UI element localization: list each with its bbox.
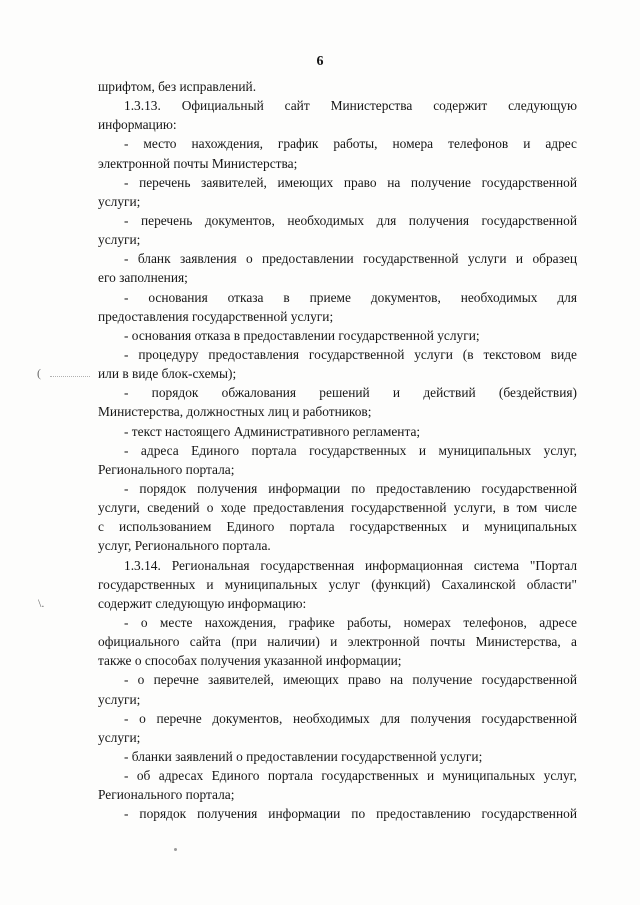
list-item: - основания отказа в приеме документов, необходимых для	[124, 289, 577, 305]
text-line: его заполнения;	[98, 270, 188, 286]
list-item: - место нахождения, график работы, номера телефонов и адрес	[124, 136, 577, 152]
text-line: государственных и муниципальных услуг (функций) Сахалинской области"	[98, 576, 577, 592]
text-line: услуги;	[98, 729, 141, 745]
text-line: Регионального портала;	[98, 461, 235, 477]
list-item: - перечень документов, необходимых для получения государственной	[124, 212, 577, 228]
text-line: услуги;	[98, 193, 141, 209]
list-item: - порядок получения информации по предоставлению государственной	[124, 806, 577, 822]
scan-artifact	[50, 376, 90, 378]
document-body	[98, 77, 577, 823]
text-line: электронной почты Министерства;	[98, 155, 298, 171]
text-line: услуги;	[98, 232, 141, 248]
list-item: - бланк заявления о предоставлении государственной услуги и образец	[124, 251, 577, 267]
list-item: - об адресах Единого портала государственных и муниципальных услуг,	[124, 768, 577, 784]
text-line: предоставления государственной услуги;	[98, 308, 334, 324]
list-item: - перечень заявителей, имеющих право на получение государственной	[124, 174, 577, 190]
list-item: - о месте нахождения, графике работы, номерах телефонов, адресе	[124, 614, 577, 630]
text-line: услуги, сведений о ходе предоставления государственной услуги, в том числе	[98, 500, 577, 516]
text-line: услуг, Регионального портала.	[98, 538, 271, 554]
list-item: - о перечне заявителей, имеющих право на получение государственной	[124, 672, 577, 688]
text-line: информацию:	[98, 117, 177, 133]
list-item: - адреса Единого портала государственных и муниципальных услуг,	[124, 442, 577, 458]
margin-mark: (	[37, 366, 41, 380]
list-item: - процедуру предоставления государственной услуги (в текстовом виде	[124, 346, 577, 362]
list-item: - основания отказа в предоставлении государственной услуги;	[124, 327, 480, 343]
section-heading-1-3-14: 1.3.14. Региональная государственная информационная система "Портал	[124, 557, 577, 573]
text-line: Регионального портала;	[98, 787, 235, 803]
text-line: также о способах получения указанной информации;	[98, 653, 402, 669]
text-line: содержит следующую информацию:	[98, 595, 307, 611]
text-line: Министерства, должностных лиц и работников;	[98, 404, 372, 420]
text-line: официального сайта (при наличии) и электронной почты Министерства, а	[98, 634, 577, 650]
list-item: - порядок обжалования решений и действий (бездействия)	[124, 385, 577, 401]
text-line: или в виде блок-схемы);	[98, 366, 237, 382]
margin-mark: \.	[38, 596, 45, 610]
list-item: - о перечне документов, необходимых для получения государственной	[124, 710, 577, 726]
page-number: 6	[316, 54, 324, 69]
list-item: - текст настоящего Административного регламента;	[124, 423, 421, 439]
scan-artifact	[174, 848, 177, 851]
section-heading-1-3-13: 1.3.13. Официальный сайт Министерства содержит следующую	[124, 98, 577, 114]
text-line: с использованием Единого портала государственных и муниципальных	[98, 519, 577, 535]
text-line: шрифтом, без исправлений.	[98, 79, 257, 94]
list-item: - порядок получения информации по предоставлению государственной	[124, 480, 577, 496]
text-line: услуги;	[98, 691, 141, 707]
list-item: - бланки заявлений о предоставлении государственной услуги;	[124, 748, 483, 764]
